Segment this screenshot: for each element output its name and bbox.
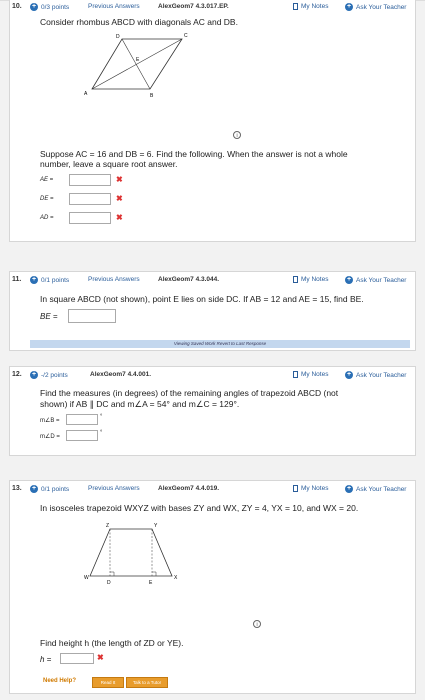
- instruction-line-2: number, leave a square root answer.: [40, 159, 178, 169]
- vertex-label-d: D: [107, 580, 111, 586]
- h-input[interactable]: [60, 653, 94, 664]
- incorrect-x-icon: ✖: [116, 175, 123, 184]
- be-input[interactable]: [68, 309, 116, 323]
- my-notes-link[interactable]: My Notes: [293, 371, 328, 378]
- be-label: BE =: [40, 312, 58, 321]
- points-badge: + -/2 points: [31, 371, 68, 379]
- question-prompt-line-1: Find the measures (in degrees) of the remaining angles of trapezoid ABCD (not: [40, 388, 339, 398]
- question-number: 11.: [12, 276, 22, 283]
- saved-work-bar[interactable]: Viewing Saved Work Revert to Last Response: [30, 340, 410, 348]
- question-11-header: [10, 272, 415, 292]
- vertex-label-b: B: [150, 93, 154, 99]
- problem-code: AlexGeom7 4.4.001.: [90, 371, 152, 378]
- ae-label: AE =: [40, 177, 54, 183]
- h-label: h =: [40, 655, 52, 664]
- ask-teacher-link[interactable]: + Ask Your Teacher: [346, 3, 407, 11]
- plus-icon: +: [346, 276, 352, 283]
- question-prompt-line-2: shown) if AB ∥ DC and m∠A = 54° and m∠C = 129°.: [40, 399, 240, 409]
- ae-input[interactable]: [69, 174, 111, 186]
- question-12-card: [9, 366, 416, 456]
- plus-icon: +: [31, 485, 37, 492]
- read-it-button[interactable]: Read It: [92, 677, 124, 688]
- ask-teacher-link[interactable]: + Ask Your Teacher: [346, 485, 407, 493]
- rhombus-diagram: [70, 31, 200, 101]
- previous-answers-link[interactable]: Previous Answers: [88, 3, 140, 10]
- question-prompt: In square ABCD (not shown), point E lies on side DC. If AB = 12 and AE = 15, find BE.: [40, 294, 364, 304]
- points-badge: + 0/3 points: [31, 3, 70, 11]
- question-number: 12.: [12, 371, 22, 378]
- plus-icon: +: [31, 276, 37, 283]
- my-notes-link[interactable]: My Notes: [293, 276, 328, 283]
- de-label: DE =: [40, 196, 54, 202]
- angle-d-input[interactable]: [66, 430, 98, 441]
- vertex-label-c: C: [184, 33, 188, 39]
- plus-icon: +: [346, 3, 352, 10]
- note-icon: [293, 3, 298, 10]
- ask-teacher-link[interactable]: + Ask Your Teacher: [346, 371, 407, 379]
- question-10-card: [9, 0, 416, 242]
- question-13-card: [9, 480, 416, 694]
- vertex-label-e: E: [149, 580, 153, 586]
- plus-icon: +: [31, 371, 37, 378]
- note-icon: [293, 276, 298, 283]
- plus-icon: +: [346, 371, 352, 378]
- plus-icon: +: [346, 485, 352, 492]
- vertex-label-a: A: [84, 91, 88, 97]
- note-icon: [293, 371, 298, 378]
- my-notes-link[interactable]: My Notes: [293, 3, 328, 10]
- vertex-label-e: E: [136, 57, 140, 63]
- instruction: Find height h (the length of ZD or YE).: [40, 638, 184, 648]
- vertex-label-w: W: [84, 575, 89, 581]
- problem-code: AlexGeom7 4.4.019.: [158, 485, 220, 492]
- incorrect-x-icon: ✖: [116, 194, 123, 203]
- plus-icon: +: [31, 3, 37, 10]
- question-12-header: [10, 367, 415, 387]
- angle-b-label: m∠B =: [40, 418, 60, 424]
- question-prompt: Consider rhombus ABCD with diagonals AC and DB.: [40, 17, 238, 27]
- previous-answers-link[interactable]: Previous Answers: [88, 485, 140, 492]
- problem-code: AlexGeom7 4.3.017.EP.: [158, 3, 229, 10]
- de-input[interactable]: [69, 193, 111, 205]
- question-13-header: [10, 481, 415, 501]
- instruction-line-1: Suppose AC = 16 and DB = 6. Find the following. When the answer is not a whole: [40, 149, 348, 159]
- problem-code: AlexGeom7 4.3.044.: [158, 276, 220, 283]
- vertex-label-y: Y: [154, 523, 158, 529]
- ask-teacher-link[interactable]: + Ask Your Teacher: [346, 276, 407, 284]
- vertex-label-x: X: [174, 575, 178, 581]
- question-prompt: In isosceles trapezoid WXYZ with bases ZY and WX, ZY = 4, YX = 10, and WX = 20.: [40, 503, 359, 513]
- points-badge: + 0/1 points: [31, 276, 70, 284]
- ad-label: AD =: [40, 215, 54, 221]
- need-help-label: Need Help?: [43, 678, 77, 684]
- trapezoid-diagram: [70, 521, 190, 586]
- previous-answers-link[interactable]: Previous Answers: [88, 276, 140, 283]
- question-number: 13.: [12, 485, 22, 492]
- question-11-card: [9, 271, 416, 351]
- vertex-label-d: D: [116, 34, 120, 40]
- info-icon[interactable]: i: [253, 620, 261, 628]
- incorrect-x-icon: ✖: [97, 653, 104, 662]
- points-badge: + 0/1 points: [31, 485, 70, 493]
- info-icon[interactable]: i: [233, 131, 241, 139]
- ad-input[interactable]: [69, 212, 111, 224]
- talk-to-tutor-button[interactable]: Talk to a Tutor: [126, 677, 168, 688]
- angle-b-input[interactable]: [66, 414, 98, 425]
- angle-d-label: m∠D =: [40, 434, 60, 440]
- question-number: 10.: [12, 3, 22, 10]
- incorrect-x-icon: ✖: [116, 213, 123, 222]
- degree-unit: °: [100, 430, 103, 436]
- note-icon: [293, 485, 298, 492]
- vertex-label-z: Z: [106, 523, 110, 529]
- my-notes-link[interactable]: My Notes: [293, 485, 328, 492]
- degree-unit: °: [100, 414, 103, 420]
